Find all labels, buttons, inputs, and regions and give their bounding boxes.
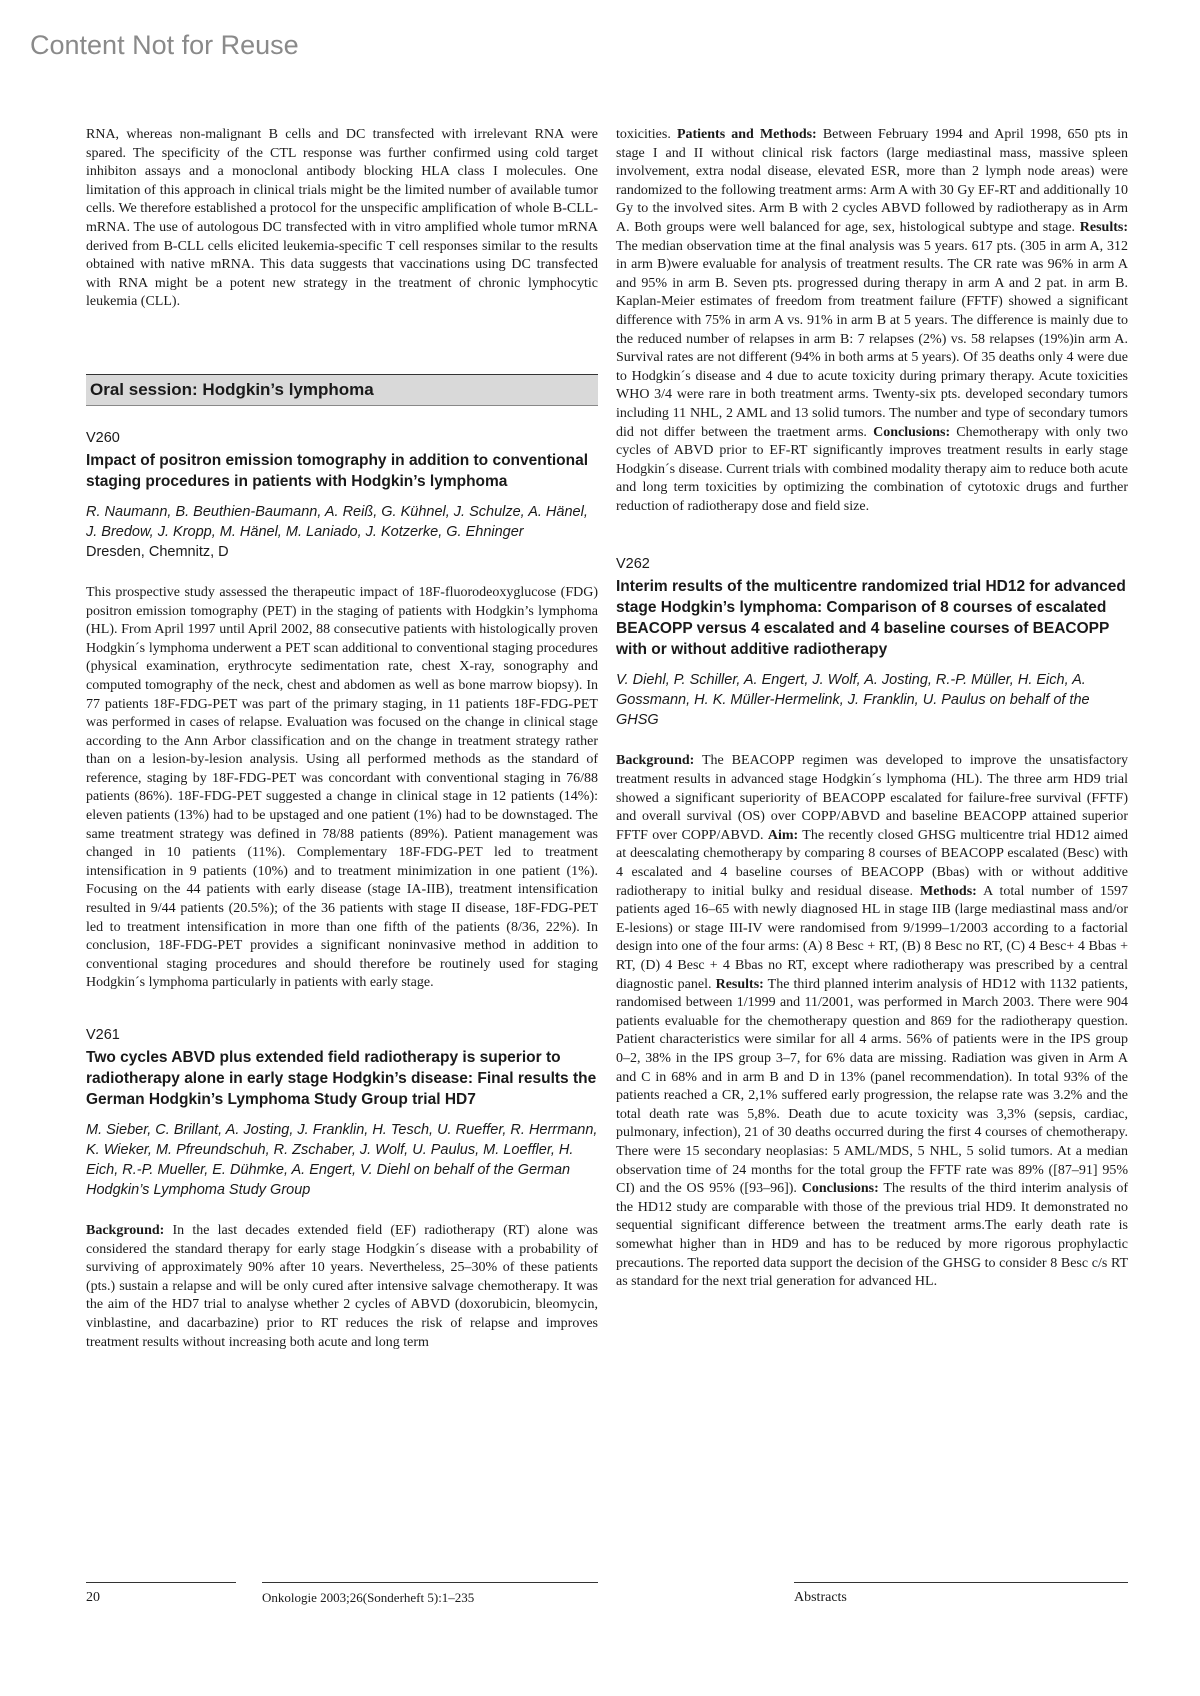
right-column (616, 126, 1128, 1292)
section-label: Abstracts (794, 1590, 847, 1605)
background-text: In the last decades extended field (EF) radiotherapy (RT) alone was considered the standard therapy for early stage Hodgkin´s disease with a probability of surviving of approximately 90% after 10 years. Nevertheless, 25–30% of these patients (pts.) sustain a relapse and will be only cured after intensive salvage chemotherapy. It was the aim of the HD7 trial to analyse whether 2 cycles of ABVD (doxorubicin, bleomycin, vinblastine, and dacarbazine) prior to RT reduces the risk of relapse and improves treatment results without increasing both acute and long term (86, 1223, 598, 1350)
methods-text: A total number of 1597 patients aged 16–65 with newly diagnosed HL in stage IIB (large mediastinal mass and/or E-lesions) or stage III-IV were randomised from 9/1999–1/2003 according to a factorial design into one of the four arms: (A) 8 Besc + RT, (B) 8 Besc no RT, (C) 4 Besc+ 4 Bbas + RT, (D) 4 Besc + 4 Bbas no RT, except where radiotherapy was prescribed by a central diagnostic panel. (616, 883, 1128, 992)
abstract-id-v261: V261 (86, 1027, 120, 1043)
abstract-body-v262 (616, 752, 1128, 1291)
left-column (86, 126, 598, 1352)
abstract-id-v260: V260 (86, 429, 120, 446)
abstract-authors-v260: R. Naumann, B. Beuthien-Baumann, A. Reiß, G. Kühnel, J. Schulze, A. Hänel, J. Bredow, J. Kropp, M. Hänel, M. Laniado, J. Kotzerke, G. Ehninger (86, 503, 588, 540)
abstract-title-v261: Two cycles ABVD plus extended field radiotherapy is superior to radiotherapy alone in early stage Hodgkin’s disease: Final results the German Hodgkin’s Lymphoma Study Group trial HD7 (86, 1049, 597, 1108)
methods-text: Between February 1994 and April 1998, 650 pts in stage I and II without clinical risk factors (large mediastinal mass, massive spleen involvement, extra nodal disease, elevated ESR, more than 2 lymph node areas) were randomized to the following treatment arms: Arm A with 30 Gy EF-RT and additionally 10 Gy to the involved sites. Arm B with 2 cycles ABVD followed by radiotherapy as in Arm A. Both groups were well balanced for age, sex, histological subtype and stage. (616, 127, 1128, 235)
background-text: The BEACOPP regimen was developed to improve the unsatisfactory treatment results in advanced stage Hodgkin´s lymphoma (HL). The three arm HD9 trial showed a significant superiority of BEACOPP escalated for failure-free survival (FFTF) and overall survival (OS) over COPP/ABVD and baseline BEACOPP attained superior FFTF over COPP/ABVD. (616, 753, 1128, 843)
journal-citation: Onkologie 2003;26(Sonderheft 5):1–235 (262, 1590, 475, 1605)
aim-label: Aim: (767, 827, 799, 843)
intro-paragraph: RNA, whereas non-malignant B cells and DC transfected with irrelevant RNA were spared. The specificity of the CTL response was further confirmed using cold target inhibiton assays and a monoclonal antibody blocking HLA class I molecules. One limitation of this approach in clinical trials might be the limited number of available tumor cells. We therefore established a protocol for the unspecific amplification of whole B-CLL-mRNA. The use of autologous DC transfected with in vitro amplified whole tumor mRNA derived from B-CLL cells elicited leukemia-specific T cell responses similar to the results obtained with native mRNA. This data suggests that vaccinations using DC transfected with RNA might be a potent new strategy in the treatment of chronic lymphocytic leukemia (CLL). (86, 127, 598, 310)
abstract-title-v262: Interim results of the multicentre randomized trial HD12 for advanced stage Hodgkin’s lymphoma: Comparison of 8 courses of escalated BEACOPP versus 4 escalated and 4 baseline courses of BEACOPP with or without additive radiotherapy (616, 578, 1126, 659)
conclusions-label: Conclusions: (801, 1181, 879, 1197)
aim-text: The recently closed GHSG multicentre trial HD12 aimed at deescalating chemotherapy by comparing 8 courses of BEACOPP escalated (Besc) with 4 escalated and 4 baseline courses of BEACOPP (Bbas) with or without additive radiotherapy to initial bulky and residual disease. (616, 827, 1129, 899)
abstract-authors-v262: V. Diehl, P. Schiller, A. Engert, J. Wolf, A. Josting, R.-P. Müller, H. Eich, A. Gossmann, H. K. Müller-Hermelink, J. Franklin, U. Paulus on behalf of the GHSG (616, 672, 1090, 729)
abstract-authors-v261: M. Sieber, C. Brillant, A. Josting, J. Franklin, H. Tesch, U. Rueffer, R. Herrmann, K. Wieker, M. Pfreundschuh, R. Zschaber, J. Wolf, U. Paulus, M. Loeffler, H. Eich, R.-P. Mueller, E. Dühmke, A. Engert, V. Diehl on behalf of the German Hodgkin’s Lymphoma Study Group (86, 1122, 598, 1198)
abstract-body-v261-continued (616, 126, 1128, 516)
continued-text: toxicities. (616, 127, 677, 142)
methods-label: Patients and Methods: (676, 127, 817, 142)
abstract-title-v260: Impact of positron emission tomography in addition to conventional staging procedures in patients with Hodgkin’s lymphoma (86, 451, 589, 490)
background-label: Background: (616, 753, 695, 769)
results-text: The third planned interim analysis of HD12 with 1132 patients, randomised between 1/1999 and 11/2001, was performed in March 2003. There were 904 patients evaluable for the chemotherapy question and 869 for the radiotherapy question. Patient characteristics were similar for all 4 arms. 56% of patients were in the IPS group 0–2, 38% in the IPS group 3–7, for 6% data are missing. Radiation was given in Arm A and C in 68% and in arm B and D in 13% (panel recommendation). In total 93% of the patients reached a CR, 2,1% suffered early progression, the relapse rate was 3.2% and the total death rate was 5,8%. Death due to acute toxicity was 3,3% (sepsis, cardiac, pulmonary, infection), 21 of 30 deaths occurred during the first 4 courses of chemotherapy. There were 15 secondary neoplasias: 5 AML/MDS, 5 NHL, 5 solid tumors. At a median observation time of 24 months for the total group the FFTF rate was 89% ([87–91] 95% CI) and the OS 95% ([93–96]). (616, 976, 1128, 1197)
abstract-body-v261 (86, 1222, 598, 1352)
footer-rule-middle (262, 1582, 598, 1583)
results-text: The median observation time at the final analysis was 5 years. 617 pts. (305 in arm A, 312 in arm B)were evaluable for analysis of treatment results. The CR rate was 96% in arm A and 95% in arm B. Seven pts. progressed during therapy in arm A and 2 pat. in arm B. Kaplan-Meier estimates of freedom from treatment failure (FFTF) showed a significant difference with 75% in arm A vs. 91% in arm B at 5 years. The difference is mainly due to the reduced number of relapses in arm B: 7 relapses (2%) vs. 58 relapses (19%)in arm A. Survival rates are not different (94% in both arms at 5 years). Of 35 deaths only 4 were due to Hodgkin´s disease and 4 due to acute toxicity during primary therapy. Acute toxicities WHO 3/4 were rare in both treatment arms. Twenty-six pts. developed secondary tumors including 11 NHL, 2 AML and 13 solid tumors. The number and type of secondary tumors did not differ between the traetment arms. (616, 238, 1128, 440)
methods-label: Methods: (920, 883, 977, 899)
conclusions-text: Chemotherapy with only two cycles of ABVD prior to EF-RT significantly improves treatment results in early stage Hodgkin´s disease. Current trials with combined modality therapy aim to reduce both acute and long term toxicities by optimizing the combination of cytotoxic drugs and further reduction of radiotherapy dose and field size. (616, 424, 1129, 514)
page-number: 20 (86, 1590, 100, 1605)
abstract-affiliation-v260: Dresden, Chemnitz, D (86, 543, 229, 560)
results-label: Results: (1079, 219, 1128, 235)
footer-rule-left (86, 1582, 236, 1583)
conclusions-label: Conclusions: (873, 424, 951, 440)
abstract-body-v260: This prospective study assessed the therapeutic impact of 18F-fluorodeoxyglucose (FDG) positron emission tomography (PET) in the staging of patients with Hodgkin’s lymphoma (HL). From April 1997 until April 2002, 88 consecutive patients with histologically proven Hodgkin´s lymphoma underwent a PET scan additional to conventional staging procedures (physical examination, erythrocyte sedimentation rate, chest X-ray, sonography and computed tomography of the neck, chest and abdomen as well as bone marrow biopsy). In 77 patients 18F-FDG-PET was part of the primary staging, in 11 patients 18F-FDG-PET was performed in cases of relapse. Evaluation was focused on the change in clinical stage according to the Ann Arbor classification and on the change in treatment strategy rather than on a lesion-by-lesion analysis. Using all performed methods as the standard of reference, staging by 18F-FDG-PET was concordant with conventional staging in 76/88 patients (86%). 18F-FDG-PET suggested a change in clinical stage in 12 patients (14%): eleven patients (13%) had to be upstaged and one patient (1%) had to be downstaged. The same treatment strategy was defined in 78/88 patients (89%). Patient management was changed in 10 patients (11%). Complementary 18F-FDG-PET led to treatment intensification in 9 patients (10%) and to treatment minimization in one patient (1%). Focusing on the 44 patients with early disease (stage IA-IIB), treatment intensification resulted in 9/44 patients (20.5%); of the 36 patients with stage II disease, 18F-FDG-PET led to treatment intensification in more than one fifth of the patients (8/36, 22%). In conclusion, 18F-FDG-PET provides a significant noninvasive method in addition to conventional staging procedures and should therefore be routinely used for staging Hodgkin´s lymphoma particularly in patients with early stage. (86, 584, 598, 991)
watermark: Content Not for Reuse (30, 30, 299, 60)
abstract-id-v262: V262 (616, 556, 650, 573)
results-label: Results: (715, 976, 764, 992)
background-label: Background: (86, 1223, 165, 1238)
footer-rule-right (794, 1582, 1128, 1583)
conclusions-text: The results of the third interim analysis of the HD12 study are comparable with those of the previous trial HD9. It demonstrated no sequential significant difference between the treatment arms.The early death rate is somewhat higher than in HD9 and has to be reduced by more rigorous prophylactic precautions. The reported data support the decision of the GHSG to consider 8 Besc c/s RT as standard for the next trial generation for advanced HL. (616, 1181, 1128, 1290)
session-heading: Oral session: Hodgkin’s lymphoma (86, 374, 598, 406)
